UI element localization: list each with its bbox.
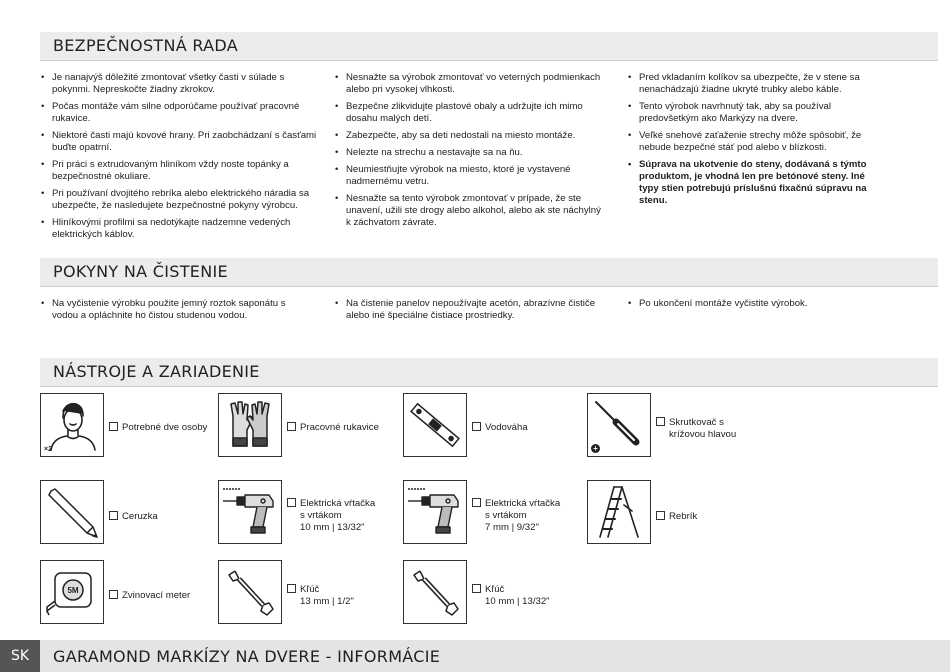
- tool-label: Kľúč: [485, 584, 505, 595]
- cleaning-list-col2: [335, 298, 600, 327]
- tool-label: Kľúč: [300, 584, 320, 595]
- tool-label: 7 mm | 9/32": [485, 522, 539, 533]
- list-item: • Po ukončení montáže vyčistite výrobok.: [628, 298, 888, 310]
- safety-list-col3: [628, 72, 868, 212]
- spirit-level-icon: [403, 393, 467, 457]
- tool-label: Zvinovací meter: [122, 590, 191, 601]
- list-item: • Na vyčistenie výrobku použite jemný roztok saponátu s vodou a opláchnite ho čistou studenou vodou.: [41, 298, 296, 322]
- list-item: • Hliníkovými profilmi sa nedotýkajte nadzemne vedených elektrických káblov.: [41, 217, 321, 241]
- list-item: • Pri používaní dvojitého rebríka alebo elektrického náradia sa ubezpečte, že nasledujete bezpečnostné pokyny výrobcu.: [41, 188, 321, 212]
- tool-label: Vodováha: [485, 422, 528, 433]
- checkbox[interactable]: [472, 422, 481, 431]
- cleaning-header: [40, 258, 938, 287]
- list-item: • Je nanajvýš dôležité zmontovať všetky časti v súlade s pokynmi. Nepreskočte žiadny zkrokov.: [41, 72, 321, 96]
- tool-label: 13 mm | 1/2": [300, 596, 354, 607]
- checkbox[interactable]: [287, 584, 296, 593]
- drill-icon: [218, 480, 282, 544]
- tool-label: Elektrická vŕtačka: [485, 498, 561, 509]
- wrench-icon: [218, 560, 282, 624]
- safety-header: [40, 32, 938, 61]
- cleaning-list-col3: [628, 298, 888, 315]
- tool-label: Skrutkovač s: [669, 417, 724, 428]
- tool-label: 10 mm | 13/32": [485, 596, 550, 607]
- tool-label: Pracovné rukavice: [300, 422, 379, 433]
- list-item: • Nesnažte sa výrobok zmontovať vo veterných podmienkach alebo pri vysokej vlhkosti.: [335, 72, 605, 96]
- checkbox[interactable]: [656, 417, 665, 426]
- list-item: • Na čistenie panelov nepoužívajte acetón, abrazívne čističe alebo iné špeciálne čistiace prostriedky.: [335, 298, 600, 322]
- checkbox[interactable]: [109, 590, 118, 599]
- persons-badge: ×2: [44, 446, 52, 453]
- tool-label: 10 mm | 13/32": [300, 522, 365, 533]
- tool-label: krížovou hlavou: [669, 429, 737, 440]
- tape-mark-text: 5M: [67, 586, 79, 595]
- safety-list-col2: [335, 72, 605, 234]
- tool-label: Rebrík: [669, 511, 698, 522]
- footer: [0, 640, 950, 672]
- checkbox[interactable]: [472, 584, 481, 593]
- list-item: • Tento výrobok navrhnutý tak, aby sa používal predovšetkým ako Markýzy na dvere.: [628, 101, 868, 125]
- wrench-icon: [403, 560, 467, 624]
- pencil-icon: [40, 480, 104, 544]
- checkbox[interactable]: [656, 511, 665, 520]
- cleaning-title: POKYNY NA ČISTENIE: [53, 262, 228, 281]
- list-item-important: • Súprava na ukotvenie do steny, dodávaná s týmto produktom, je vhodná len pre betónové steny. Iné typy stien potrebujú príslušnú fixačnú súpravu na stenu.: [628, 159, 868, 207]
- list-item: • Nelezte na strechu a nestavajte sa na ňu.: [335, 147, 605, 159]
- tool-label: Ceruzka: [122, 511, 158, 522]
- tape-measure-icon: [40, 560, 104, 624]
- checkbox[interactable]: [287, 498, 296, 507]
- safety-title: BEZPEČNOSTNÁ RADA: [53, 36, 238, 55]
- plus-icon: +: [591, 444, 600, 453]
- list-item: • Bezpečne zlikvidujte plastové obaly a udržujte ich mimo dosahu malých detí.: [335, 101, 605, 125]
- cleaning-list-col1: [41, 298, 296, 327]
- drill-icon: [403, 480, 467, 544]
- tools-title: NÁSTROJE A ZARIADENIE: [53, 362, 260, 381]
- checkbox[interactable]: [472, 498, 481, 507]
- footer-title: GARAMOND MARKÍZY NA DVERE - INFORMÁCIE: [53, 647, 441, 666]
- ladder-icon: [587, 480, 651, 544]
- checkbox[interactable]: [287, 422, 296, 431]
- gloves-icon: [218, 393, 282, 457]
- list-item: • Pri práci s extrudovaným hliníkom vždy noste topánky a bezpečnostné okuliare.: [41, 159, 321, 183]
- language-badge: SK: [0, 640, 40, 672]
- tools-header: [40, 358, 938, 387]
- checkbox[interactable]: [109, 422, 118, 431]
- list-item: • Počas montáže vám silne odporúčame používať pracovné rukavice.: [41, 101, 321, 125]
- checkbox[interactable]: [109, 511, 118, 520]
- list-item: • Niektoré časti majú kovové hrany. Pri zaobchádzaní s časťami buďte opatrní.: [41, 130, 321, 154]
- list-item: • Pred vkladaním kolíkov sa ubezpečte, že v stene sa nenachádzajú žiadne ukryté trubky alebo káble.: [628, 72, 868, 96]
- list-item: • Neumiestňujte výrobok na miesto, ktoré je vystavené nadmernému vetru.: [335, 164, 605, 188]
- tool-label: s vrtákom: [300, 510, 342, 521]
- list-item: • Nesnažte sa tento výrobok zmontovať v prípade, že ste unavení, užili ste drogy alebo alkohol, alebo ak ste náchylný k záchvatom závrate.: [335, 193, 605, 229]
- list-item: • Zabezpečte, aby sa deti nedostali na miesto montáže.: [335, 130, 605, 142]
- tool-label: s vrtákom: [485, 510, 527, 521]
- screwdriver-icon: [587, 393, 651, 457]
- list-item: • Veľké snehové zaťaženie strechy môže spôsobiť, že nebude bezpečné stáť pod alebo v blízkosti.: [628, 130, 868, 154]
- safety-list-col1: [41, 72, 321, 246]
- tool-label: Elektrická vŕtačka: [300, 498, 376, 509]
- person-icon: [40, 393, 104, 457]
- tool-label: Potrebné dve osoby: [122, 422, 208, 433]
